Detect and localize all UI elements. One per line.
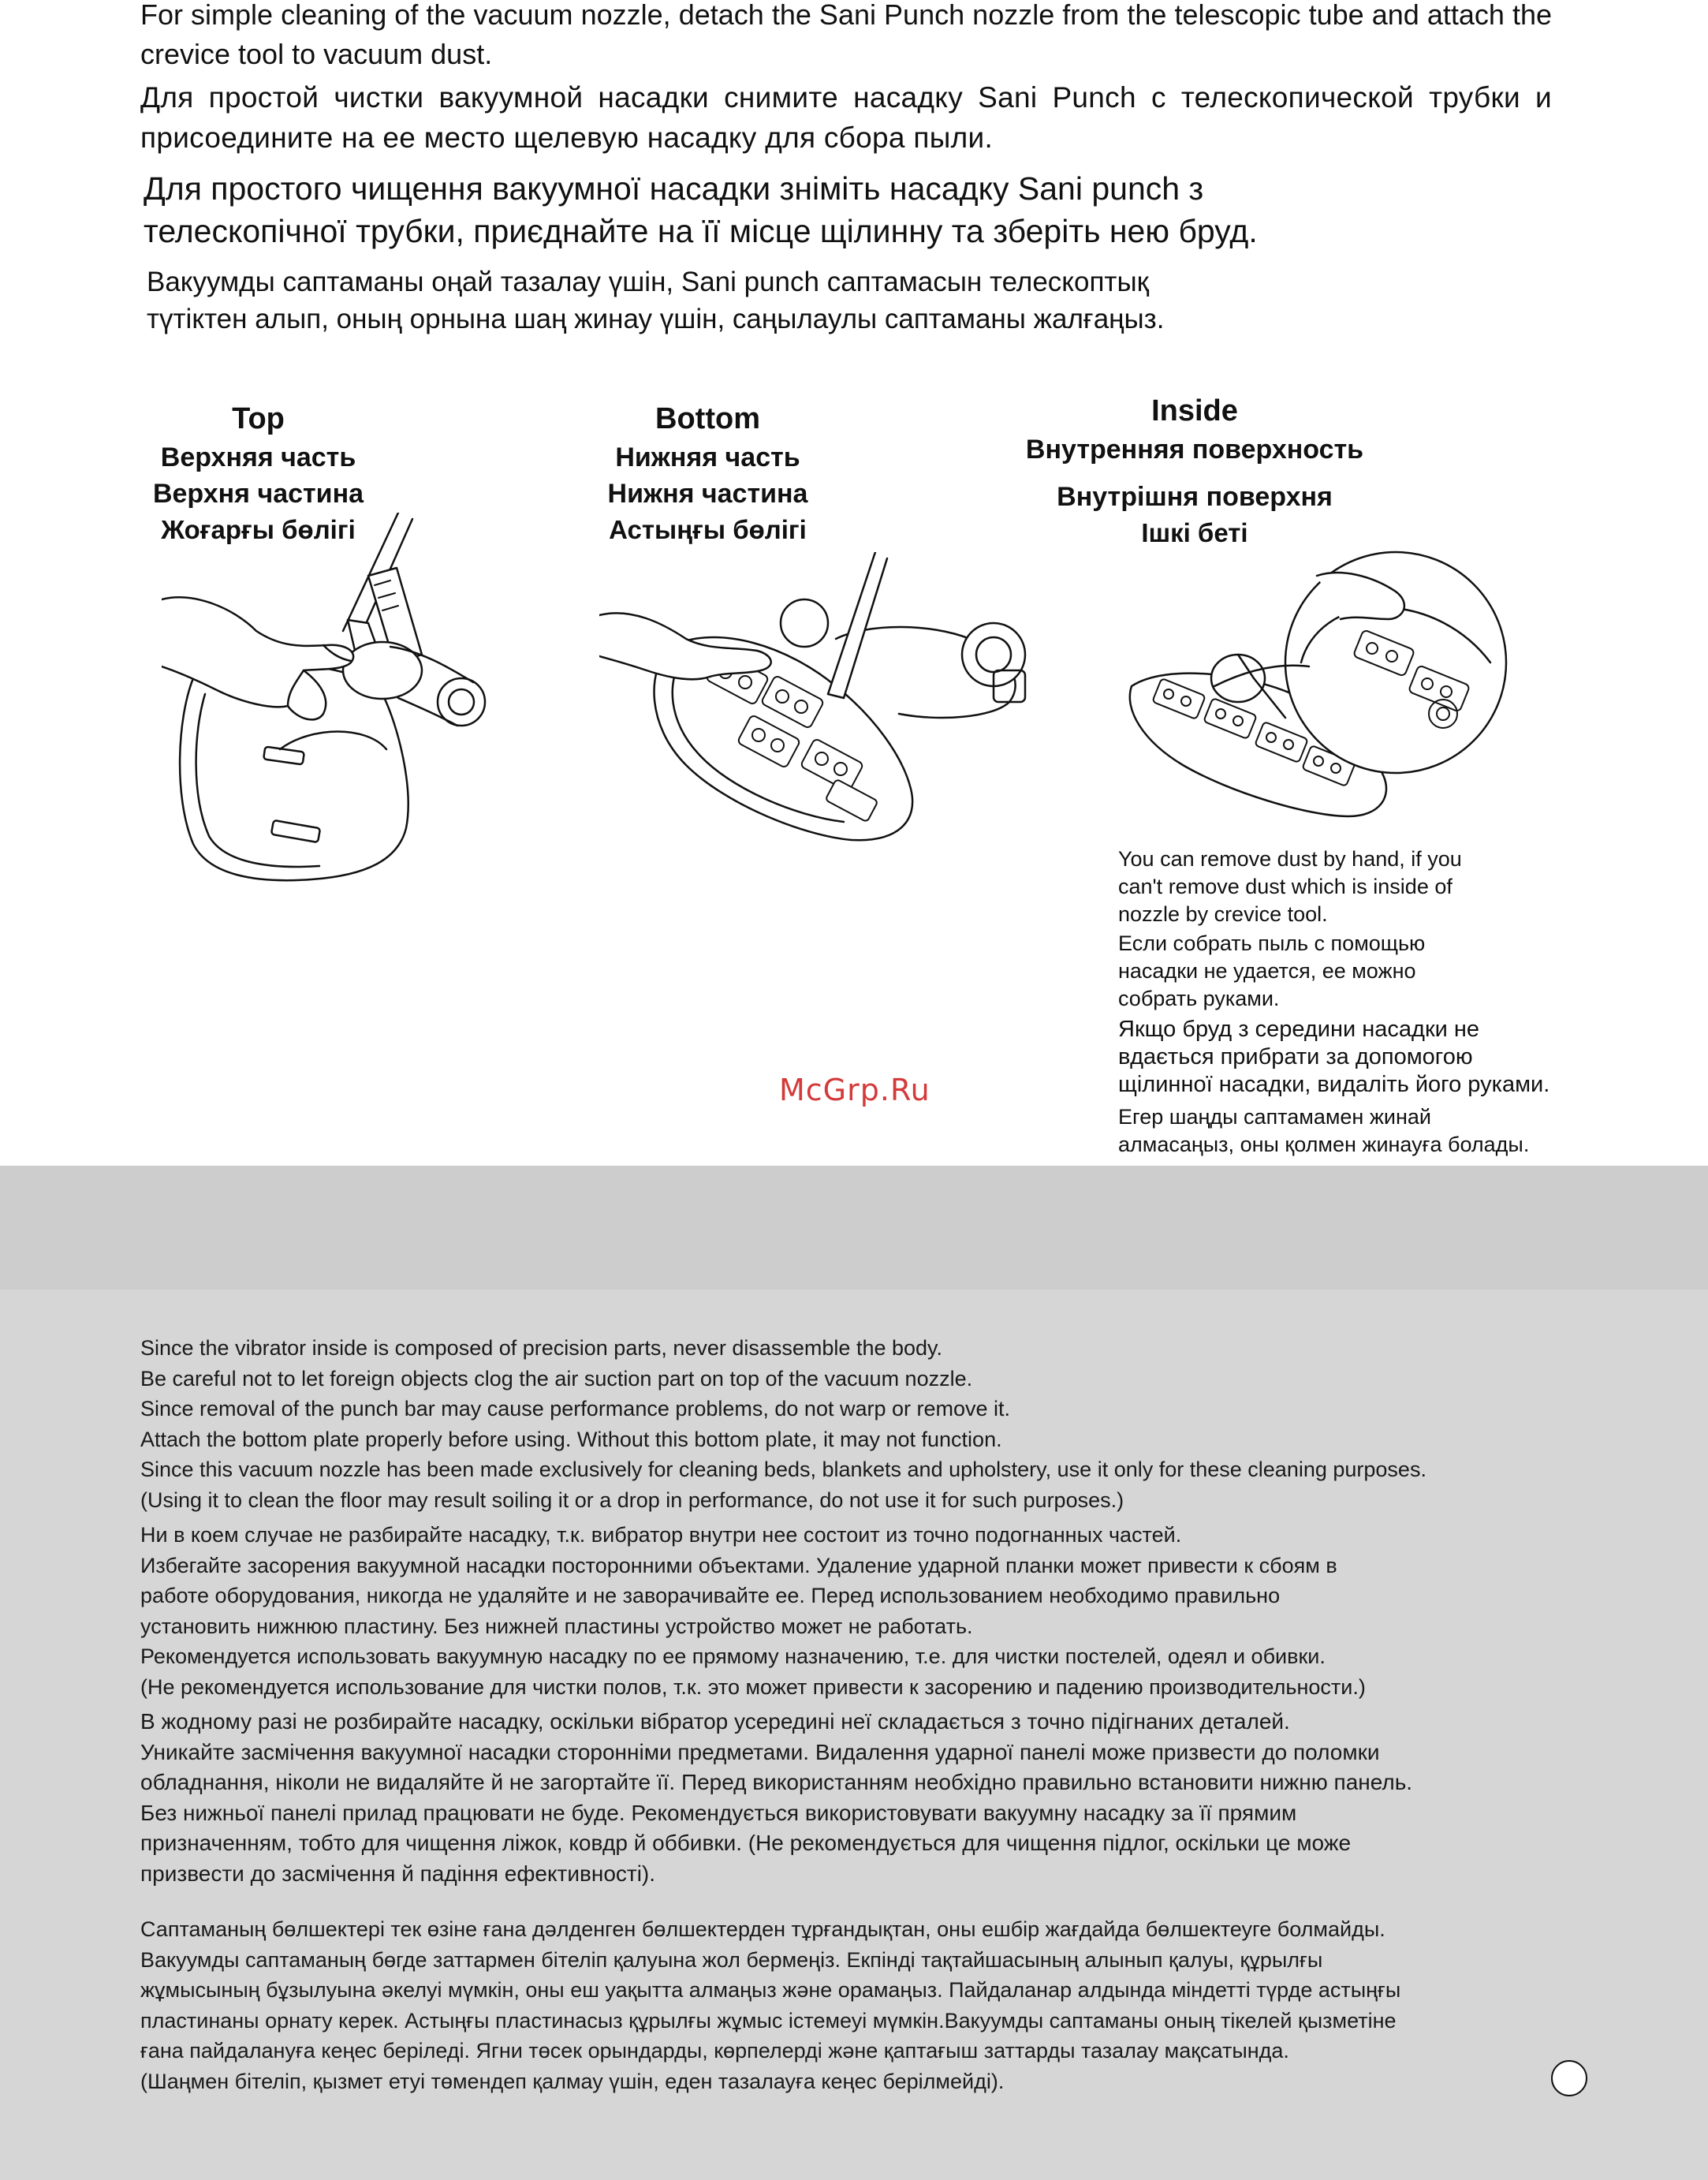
label-inside-en: Inside	[1151, 394, 1238, 427]
caution-ru-line: Ни в коем случае не разбирайте насадку, т.к. вибратор внутри нее состоит из точно подогнанных частей.	[140, 1523, 1182, 1547]
inside-note-ru-line-1: Если собрать пыль с помощью	[1118, 931, 1426, 955]
intro-kazakh	[147, 263, 1329, 338]
inside-note-uk-line-3: щілинної насадки, видаліть його руками.	[1118, 1072, 1550, 1097]
intro-ukrainian-line-1: Для простого чищення вакуумної насадки зніміть насадку Sani punch з	[144, 170, 1204, 207]
nozzle-inside-illustration	[1120, 544, 1514, 828]
inside-note-en-line-3: nozzle by crevice tool.	[1118, 902, 1328, 926]
inside-note-ru-line-2: насадки не удается, ее можно	[1118, 959, 1416, 983]
label-top-kk: Жоғарғы бөлігі	[161, 515, 356, 544]
caution-en-line: Since the vibrator inside is composed of precision parts, never disassemble the body.	[140, 1336, 943, 1360]
label-inside-kk: Ішкі беті	[1141, 518, 1248, 547]
caution-uk-line: обладнання, ніколи не видаляйте й не загортайте її. Перед використанням необхідно правильно встановити нижню панель.	[140, 1770, 1413, 1794]
caution-kk-line: (Шаңмен бітеліп, қызмет етуі төмендеп қалмау үшін, еден тазалауға кеңес берілмейді).	[140, 2069, 1005, 2093]
inside-note-en-line-2: can't remove dust which is inside of	[1118, 875, 1453, 898]
inside-note-kk	[1118, 1103, 1623, 1159]
page-number-circle	[1551, 2060, 1587, 2096]
label-top-uk: Верхня частина	[152, 479, 364, 509]
intro-ukrainian	[144, 167, 1405, 252]
caution-ru-line: работе оборудования, никогда не удаляйте и не заворачивайте ее. Перед использованием необходимо правильно	[140, 1584, 1281, 1607]
caution-kk-line: ғана пайдалануға кеңес беріледі. Ягни төсек орындарды, көрпелерді және қаптағыш заттарды тазалау мақсатында.	[140, 2039, 1289, 2062]
label-inside-ru: Внутренняя поверхность	[1025, 435, 1364, 465]
caution-kk-line: жұмысының бұзылуына әкелуі мүмкін, оны еш уақытта алмаңыз және орамаңыз. Пайдаланар алдында міндетті түрде астыңғы	[140, 1978, 1401, 2002]
caution-en-line: Be careful not to let foreign objects clog the air suction part on top of the vacuum nozzle.	[140, 1366, 973, 1390]
caution-ukrainian	[140, 1707, 1591, 1889]
label-bottom-uk: Нижня частина	[607, 479, 808, 509]
caution-text	[140, 1333, 1591, 2101]
label-bottom	[572, 398, 844, 548]
inside-note-ru	[1118, 930, 1623, 1013]
caution-uk-line: призвести до засмічення й падіння ефективності).	[140, 1861, 656, 1886]
nozzle-top-illustration	[162, 513, 509, 883]
intro-russian: Для простой чистки вакуумной насадки снимите насадку Sani Punch с телескопической трубки и присоедините на ее место щелевую насадку для сбора пыли.	[140, 81, 1552, 154]
caution-ru-line: установить нижнюю пластину. Без нижней пластины устройство может не работать.	[140, 1614, 973, 1638]
caution-kk-line: пластинаны орнату керек. Астыңғы пластинасыз құрылғы жұмыс істемеуі мүмкін.Вакуумды саптаманы оның тікелей қызметіне	[140, 2008, 1397, 2033]
inside-note-en-line-1: You can remove dust by hand, if you	[1118, 847, 1462, 871]
caution-en-line: Since removal of the punch bar may cause performance problems, do not warp or remove it.	[140, 1397, 1011, 1420]
caution-uk-line: призначенням, тобто для чищення ліжок, ковдр й оббивки. (Не рекомендується для чищення підлог, оскільки це може	[140, 1831, 1352, 1855]
caution-russian	[140, 1520, 1591, 1702]
label-bottom-en: Bottom	[655, 402, 760, 435]
intro-ukrainian-line-2: телескопічної трубки, приєднайте на її місце щілинну та зберіть нею бруд.	[144, 213, 1258, 249]
caution-ru-line: Избегайте засорения вакуумной насадки посторонними объектами. Удаление ударной планки может привести к сбоям в	[140, 1553, 1337, 1577]
caution-ru-line: Рекомендуется использовать вакуумную насадку по ее прямому назначению, т.е. для чистки постелей, одеял и обивки.	[140, 1644, 1326, 1668]
inside-note-ru-line-3: собрать руками.	[1118, 987, 1280, 1010]
label-inside	[990, 390, 1400, 551]
inside-note-kk-line-2: алмасаңыз, оны қолмен жинауға болады.	[1118, 1133, 1530, 1156]
caution-en-line: Attach the bottom plate properly before using. Without this bottom plate, it may not function.	[140, 1427, 1002, 1451]
inside-note-uk-line-2: вдається прибрати за допомогою	[1118, 1044, 1473, 1069]
inside-note-uk	[1118, 1016, 1623, 1099]
nozzle-bottom-illustration	[599, 552, 1049, 844]
inside-note	[1118, 845, 1623, 1159]
caution-uk-line: В жодному разі не розбирайте насадку, оскільки вібратор усередині неї складається з точно підігнаних деталей.	[140, 1709, 1290, 1734]
label-inside-uk: Внутрішня поверхня	[1057, 482, 1333, 512]
caution-panel-header	[0, 1166, 1708, 1290]
watermark: McGrp.Ru	[779, 1073, 930, 1107]
inside-note-en	[1118, 845, 1623, 928]
caution-en-line: Since this vacuum nozzle has been made exclusively for cleaning beds, blankets and upholstery, use it only for these cleaning purposes.	[140, 1458, 1426, 1481]
intro-kazakh-line-1: Вакуумды саптаманы оңай тазалау үшін, Sani punch саптамасын телескоптық	[147, 267, 1149, 297]
caution-kk-line: Саптаманың бөлшектері тек өзіне ғана дәлденген бөлшектерден тұрғандықтан, оны ешбір жағдайда бөлшектеуге болмайды.	[140, 1917, 1385, 1941]
label-top-en: Top	[232, 402, 285, 435]
inside-note-kk-line-1: Егер шаңды саптамамен жинай	[1118, 1105, 1431, 1129]
caution-english	[140, 1333, 1591, 1515]
label-top-ru: Верхняя часть	[160, 442, 356, 472]
caution-kk-line: Вакуумды саптаманың бөгде заттармен бітеліп қалуына жол бермеңіз. Екпінді тақтайшасының алынып қалуы, құрылғы	[140, 1947, 1323, 1972]
caution-en-line: (Using it to clean the floor may result soiling it or a drop in performance, do not use it for such purposes.)	[140, 1488, 1124, 1512]
intro-english: For simple cleaning of the vacuum nozzle, detach the Sani Punch nozzle from the telescopic tube and attach the crevice tool to vacuum dust.	[140, 0, 1552, 70]
caution-uk-line: Уникайте засмічення вакуумної насадки сторонніми предметами. Видалення ударної панелі може призвести до поломки	[140, 1739, 1380, 1764]
inside-note-uk-line-1: Якщо бруд з середини насадки не	[1118, 1017, 1480, 1042]
label-bottom-kk: Астыңғы бөлігі	[609, 515, 807, 544]
caution-kazakh	[140, 1914, 1591, 2096]
label-bottom-ru: Нижняя часть	[615, 442, 800, 472]
caution-uk-line: Без нижньої панелі прилад працювати не буде. Рекомендується використовувати вакуумну насадку за її прямим	[140, 1800, 1297, 1825]
intro-kazakh-line-2: түтіктен алып, оның орнына шаң жинау үшін, саңылаулы саптаманы жалғаңыз.	[147, 304, 1165, 334]
caution-ru-line: (Не рекомендуется использование для чистки полов, т.к. это может привести к засорению и падению производительности.)	[140, 1674, 1366, 1699]
